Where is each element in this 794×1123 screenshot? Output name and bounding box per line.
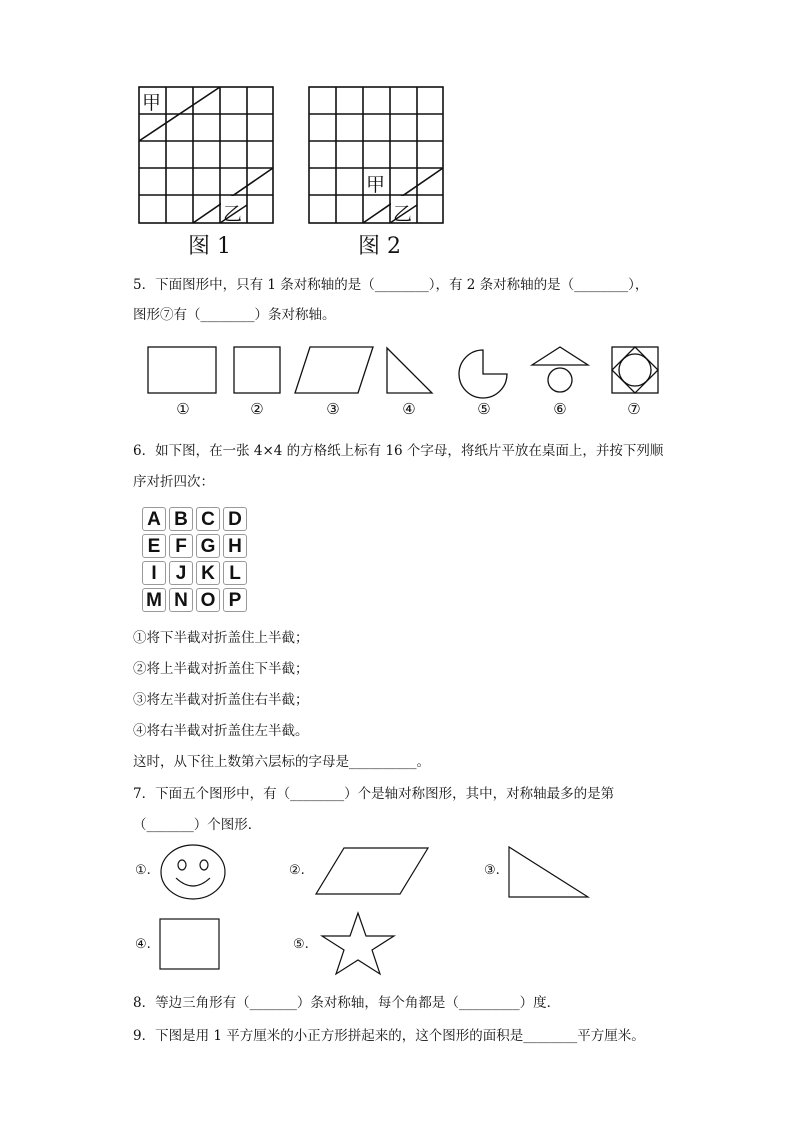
- figure-1-label-a: 甲: [142, 92, 162, 114]
- letter-cell: L: [223, 561, 247, 585]
- smiley-face-shape: [158, 842, 228, 902]
- shape-label-7: ⑦: [627, 400, 641, 418]
- shape-label-1: ①: [176, 400, 190, 418]
- q7-label-1: ①.: [135, 863, 151, 878]
- q7-line-1: 7．下面五个图形中，有（________）个是轴对称图形，其中，对称轴最多的是第: [133, 786, 615, 802]
- letter-cell: P: [223, 588, 247, 612]
- figure-2-label-a: 甲: [366, 174, 386, 196]
- figure-2-grid: [308, 86, 445, 224]
- q6-line-2: 序对折四次：: [133, 474, 214, 490]
- q6-step-2: ②将上半截对折盖住下半截；: [133, 661, 309, 677]
- letter-cell: H: [223, 534, 247, 558]
- letter-cell: J: [169, 561, 193, 585]
- shape-label-4: ④: [402, 400, 416, 418]
- q8-text: 8．等边三角形有（_______）条对称轴，每个角都是（_________）度．: [133, 995, 561, 1011]
- letter-cell: K: [196, 561, 220, 585]
- q6-line-1: 6．如下图，在一张 4×4 的方格纸上标有 16 个字母，将纸片平放在桌面上，并按下列顺: [133, 443, 664, 459]
- q6-step-3: ③将左半截对折盖住右半截；: [133, 692, 309, 708]
- figure-2-label-b: 乙: [393, 203, 413, 225]
- square-shape: [158, 917, 222, 971]
- right-triangle-shape: [506, 844, 592, 900]
- q7-label-3: ③.: [484, 863, 500, 878]
- q7-line-2: （_______）个图形．: [133, 817, 262, 833]
- letter-cell: O: [196, 588, 220, 612]
- letter-cell: B: [169, 507, 193, 531]
- shape-label-3: ③: [326, 400, 340, 418]
- letter-cell: G: [196, 534, 220, 558]
- letter-cell: C: [196, 507, 220, 531]
- q7-label-2: ②.: [289, 863, 305, 878]
- q5-shapes: [140, 340, 660, 400]
- parallelogram-shape: [312, 845, 432, 897]
- shape-label-5: ⑤: [477, 400, 491, 418]
- letter-cell: D: [223, 507, 247, 531]
- letter-cell: E: [142, 534, 166, 558]
- q5-line-2: 图形⑦有（________）条对称轴。: [133, 307, 336, 323]
- shape-rectangle: [148, 347, 216, 393]
- q6-ending: 这时，从下往上数第六层标的字母是__________。: [133, 754, 430, 770]
- figure-2-caption: 图 2: [358, 234, 401, 259]
- star-shape: [318, 910, 398, 976]
- shape-inner-circle: [619, 354, 651, 386]
- q6-step-4: ④将右半截对折盖住左半截。: [133, 723, 309, 739]
- shape-pie: [459, 350, 507, 398]
- q5-line-1: 5．下面图形中，只有 1 条对称轴的是（________），有 2 条对称轴的是（________），: [133, 277, 649, 293]
- letter-cell: M: [142, 588, 166, 612]
- letter-cell: F: [169, 534, 193, 558]
- q7-label-4: ④.: [135, 937, 151, 952]
- shape-square: [234, 347, 280, 393]
- shape-triangle-on-circle: [532, 347, 588, 365]
- q9-text: 9．下图是用 1 平方厘米的小正方形拼起来的，这个图形的面积是________平方厘米。: [133, 1028, 645, 1044]
- shape-label-6: ⑥: [553, 400, 567, 418]
- figure-1-caption: 图 1: [188, 234, 231, 259]
- letter-cell: A: [142, 507, 166, 531]
- figure-1-label-b: 乙: [223, 203, 243, 225]
- shape-right-triangle: [387, 348, 432, 393]
- letter-cell: I: [142, 561, 166, 585]
- q7-label-5: ⑤.: [293, 937, 309, 952]
- shape-parallelogram: [295, 347, 373, 393]
- shape-label-2: ②: [250, 400, 264, 418]
- q6-step-1: ①将下半截对折盖住上半截；: [133, 630, 309, 646]
- shape-circle-under-triangle: [548, 368, 572, 392]
- letter-cell: N: [169, 588, 193, 612]
